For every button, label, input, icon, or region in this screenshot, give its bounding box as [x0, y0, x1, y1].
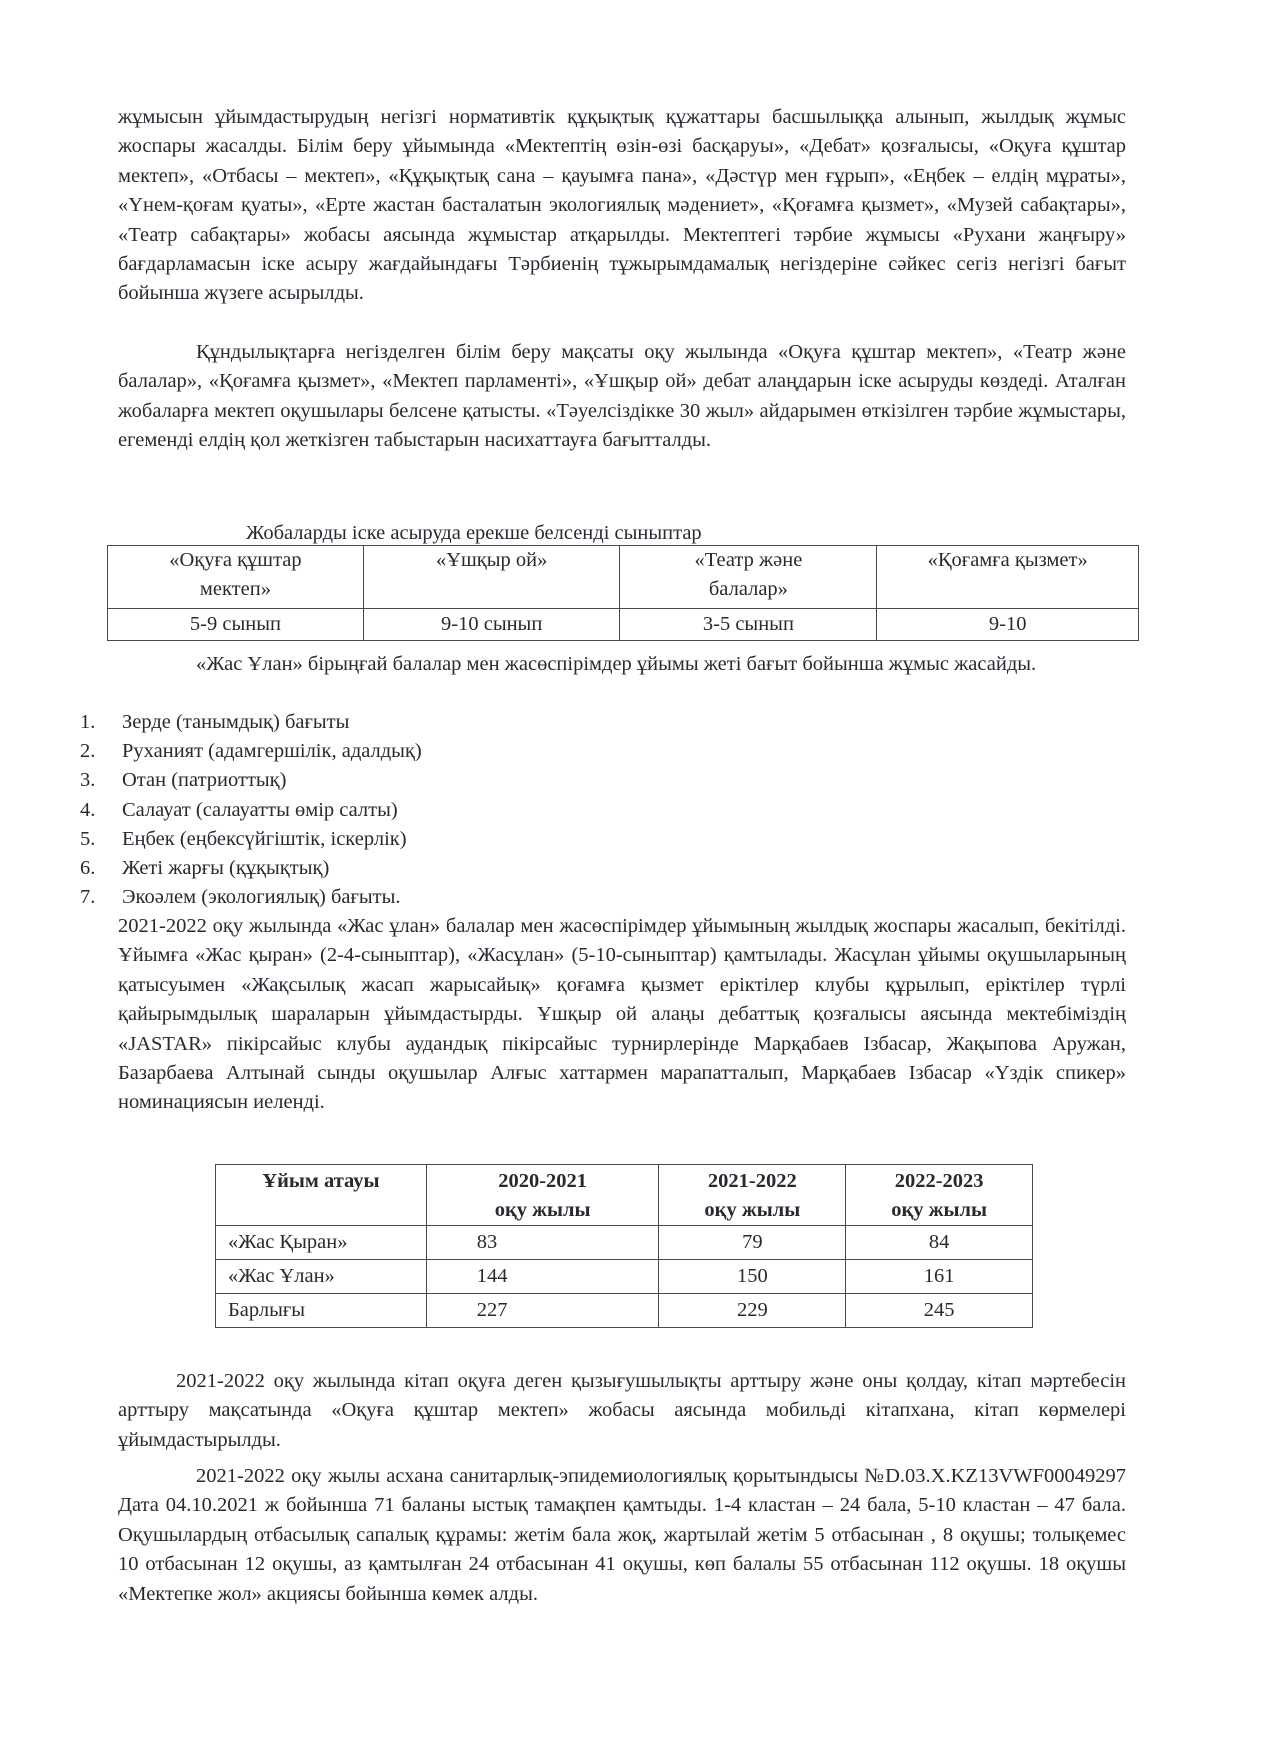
table1-cell: 9-10	[877, 609, 1139, 641]
list-number: 6.	[80, 857, 96, 880]
list-number: 5.	[80, 827, 96, 850]
table2-header-cell	[659, 1165, 846, 1226]
directions-list	[80, 708, 422, 912]
table1-header-row	[108, 546, 1139, 609]
header-line: Ұйым атауы	[262, 1170, 380, 1192]
list-item	[80, 766, 422, 795]
header-line: оқу жылы	[704, 1199, 801, 1221]
header-line: 2020-2021	[498, 1170, 588, 1192]
table1-cell: 9-10 сынып	[363, 609, 620, 641]
paragraph-values-education: Құндылықтарға негізделген білім беру мақсаты оқу жылында «Оқуға құштар мектеп», «Театр және балалар», «Қоғамға қызмет», «Мектеп парламенті», «Ұшқыр ой» дебат алаңдарын іске асыруды көздеді. Аталған жобаларға мектеп оқушылары белсене қатысты. «Тәуелсіздікке 30 жыл» айдарымен өткізілген тәрбие жұмыстары, егеменді елдің қол жеткізген табыстарын насихаттауға бағытталды.	[118, 341, 1126, 452]
org-name-cell: Барлығы	[216, 1294, 427, 1328]
list-text: Отан (патриоттық)	[122, 769, 287, 792]
value-cell: 245	[846, 1294, 1033, 1328]
table1-header-cell: «Қоғамға қызмет»	[877, 546, 1139, 609]
table-row	[216, 1294, 1033, 1328]
list-text: Руханият (адамгершілік, адалдық)	[122, 740, 422, 763]
active-classes-table	[107, 545, 1139, 641]
value-cell: 229	[659, 1294, 846, 1328]
table-row	[216, 1226, 1033, 1260]
paragraph-jas-ulan-plan: 2021-2022 оқу жылында «Жас ұлан» балалар мен жасөспірімдер ұйымының жылдық жоспары жасалып, бекітілді. Ұйымға «Жас қыран» (2-4-сыныптар), «Жасұлан» (5-10-сыныптар) қамтылады. Жасұлан ұйымы оқушыларының қатысуымен «Жақсылық жасап жарысайық» қоғамға қызмет еріктілер клубы құрылып, еріктілер түрлі қайырымдылық шараларын ұйымдастырды. Ұшқыр ой алаңы дебаттық қозғалысы аясында мектебіміздің «JASTAR» пікірсайыс клубы аудандық пікірсайыс турнирлерінде Марқабаев Ізбасар, Жақыпова Аружан, Базарбаева Алтынай сынды оқушылар Алғыс хаттармен марапатталып, Марқабаев Ізбасар «Үздік спикер» номинациясын иеленді.	[118, 915, 1126, 1114]
list-number: 4.	[80, 798, 96, 821]
list-item	[80, 883, 422, 912]
list-item	[80, 708, 422, 737]
table1-cell: 3-5 сынып	[620, 609, 877, 641]
table1-cell: 5-9 сынып	[108, 609, 364, 641]
paragraph-reading-project: 2021-2022 оқу жылында кітап оқуға деген қызығушылықты арттыру және оны қолдау, кітап мәртебесін арттыру мақсатында «Оқуға құштар мектеп» жобасы аясында мобильді кітапхана, кітап көрмелері ұйымдастырылды.	[118, 1370, 1126, 1451]
value-cell: 227	[426, 1294, 659, 1328]
table2-header-cell	[846, 1165, 1033, 1226]
table2-header-cell	[426, 1165, 659, 1226]
org-name-cell: «Жас Қыран»	[216, 1226, 427, 1260]
table2-header-row	[216, 1165, 1033, 1226]
table1-caption: Жобаларды іске асыруда ерекше белсенді сыныптар	[246, 522, 702, 544]
table1-data-row	[108, 609, 1139, 641]
list-item	[80, 854, 422, 883]
paragraph-plan-projects: жұмысын ұйымдастырудың негізгі нормативтік құқықтық құжаттары басшылыққа алынып, жылдық жұмыс жоспары жасалды. Білім беру ұйымында «Мектептің өзін-өзі басқаруы», «Дебат» қозғалысы, «Оқуға құштар мектеп», «Отбасы – мектеп», «Құқықтық сана – қауымға пана», «Дәстүр мен ғұрып», «Еңбек – елдің мұраты», «Үнем-қоғам қуаты», «Ерте жастан басталатын экологиялық мәдениет», «Қоғамға қызмет», «Музей сабақтары», «Театр сабақтары» жобасы аясында жұмыстар атқарылды. Мектептегі тәрбие жұмысы «Рухани жаңғыру» бағдарламасын іске асыру жағдайындағы Тәрбиенің тұжырымдамалық негіздеріне сәйкес сегіз негізгі бағыт бойынша жүзеге асырылды.	[118, 106, 1126, 305]
paragraph-canteen-families: 2021-2022 оқу жылы асхана санитарлық-эпидемиологиялық қорытындысы №D.03.X.KZ13VWF00049297 Дата 04.10.2021 ж бойынша 71 баланы ыстық тамақпен қамтыды. 1-4 кластан – 24 бала, 5-10 кластан – 47 бала. Оқушылардың отбасылық сапалық құрамы: жетім бала жоқ, жартылай жетім 5 отбасынан , 8 оқушы; толықемес 10 отбасынан 12 оқушы, аз қамтылған 24 отбасынан 41 оқушы, көп балалы 55 отбасынан 112 оқушы. 18 оқушы «Мектепке жол» акциясы бойынша көмек алды.	[118, 1465, 1126, 1605]
header-line: оқу жылы	[891, 1199, 988, 1221]
header-line: оқу жылы	[494, 1199, 591, 1221]
value-cell: 84	[846, 1226, 1033, 1260]
table1-header-cell: «Театр және балалар»	[620, 546, 877, 609]
list-text: Зерде (танымдық) бағыты	[122, 711, 350, 733]
value-cell: 150	[659, 1260, 846, 1294]
value-cell: 144	[426, 1260, 659, 1294]
list-item	[80, 737, 422, 766]
header-line: 2021-2022	[707, 1170, 797, 1192]
table1-header-cell: «Ұшқыр ой»	[363, 546, 620, 609]
table1-header-cell: «Оқуға құштар мектеп»	[108, 546, 364, 609]
table2-header-cell	[216, 1165, 427, 1226]
list-text: Экоәлем (экологиялық) бағыты.	[122, 886, 401, 909]
org-name-cell: «Жас Ұлан»	[216, 1260, 427, 1294]
list-number: 1.	[80, 711, 96, 733]
organization-membership-table	[215, 1164, 1033, 1328]
list-text: Салауат (салауатты өмір салты)	[122, 798, 398, 821]
list-item	[80, 796, 422, 825]
value-cell: 79	[659, 1226, 846, 1260]
table-row	[216, 1260, 1033, 1294]
value-cell: 161	[846, 1260, 1033, 1294]
list-item	[80, 825, 422, 854]
list-text: Еңбек (еңбексүйгіштік, іскерлік)	[122, 827, 407, 850]
list-number: 3.	[80, 769, 96, 792]
list-number: 7.	[80, 886, 96, 909]
value-cell: 83	[426, 1226, 659, 1260]
paragraph-jas-ulan-intro: «Жас Ұлан» бірыңғай балалар мен жасөспірімдер ұйымы жеті бағыт бойынша жұмыс жасайды.	[196, 653, 1037, 675]
header-line: 2022-2023	[894, 1170, 984, 1192]
list-text: Жеті жарғы (құқықтық)	[122, 857, 330, 880]
list-number: 2.	[80, 740, 96, 763]
